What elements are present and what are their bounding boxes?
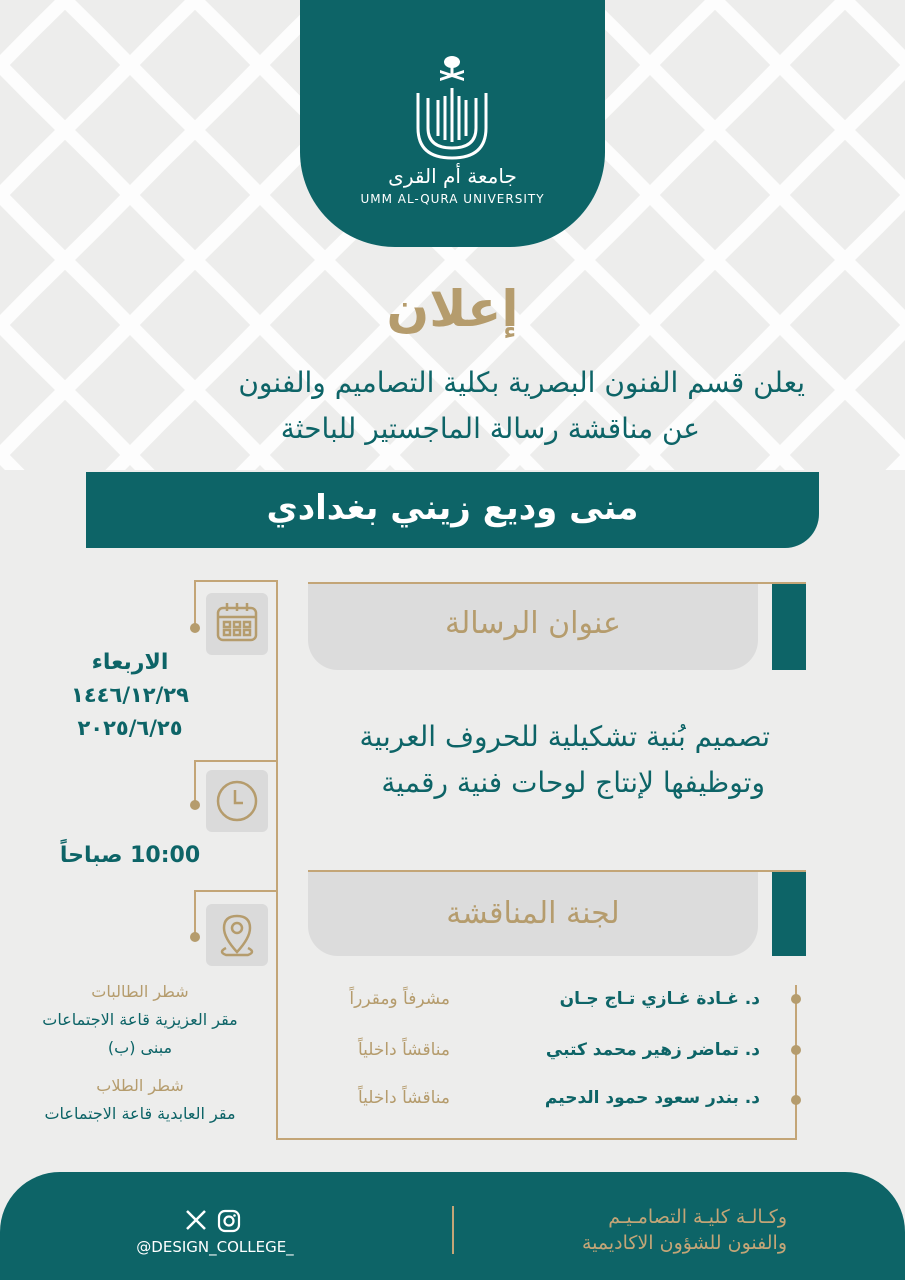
male-campus-place: مقر العابدية قاعة الاجتماعات [44,1104,236,1123]
footer-agency-line-2: والفنون للشؤون الاكاديمية [581,1232,787,1254]
divider [194,890,196,936]
researcher-name: منى وديع زيني بغدادي [266,488,639,528]
thesis-section-title: عنوان الرسالة [445,606,621,641]
x-twitter-icon[interactable] [184,1208,208,1232]
thesis-title-line-2: وتوظيفها لإنتاج لوحات فنية رقمية [381,766,765,799]
divider [194,890,276,892]
member-role: مشرفاً ومقرراً [349,989,450,1009]
divider [194,580,276,582]
university-name-arabic: جامعة أم القرى [388,164,517,188]
member-role: مناقشاً داخلياً [357,1040,450,1060]
section-accent [772,872,806,956]
bullet-dot [791,994,801,1004]
bullet-dot [190,932,200,942]
event-date-gregorian: ٢٠٢٥/٦/٢٥ [77,716,183,740]
divider [276,1138,797,1140]
member-role: مناقشاً داخلياً [357,1088,450,1108]
bullet-dot [791,1045,801,1055]
divider [795,985,797,1140]
bullet-dot [791,1095,801,1105]
footer-bar [0,1172,905,1280]
thesis-title-line-1: تصميم بُنية تشكيلية للحروف العربية [359,720,770,753]
event-time: 10:00 صباحاً [59,843,201,868]
university-logo-block [300,0,605,247]
female-campus-place: مقر العزيزية قاعة الاجتماعات [42,1010,238,1029]
researcher-name-banner [86,472,819,548]
intro-line-2: عن مناقشة رسالة الماجستير للباحثة [280,412,700,445]
university-name-english: UMM AL-QURA UNIVERSITY [360,192,545,206]
divider [276,580,278,1140]
event-date-hijri: ١٤٤٦/١٢/٢٩ [71,683,189,707]
divider [194,760,276,762]
event-day: الاربعاء [91,650,169,675]
location-icon-box [206,904,268,966]
bullet-dot [190,623,200,633]
committee-section-header [308,872,758,956]
thesis-section-header [308,584,758,670]
university-emblem-icon [412,48,492,163]
announcement-heading: إعلان [386,280,519,338]
instagram-icon[interactable] [216,1208,242,1234]
divider [194,580,196,628]
member-name: د. تماضر زهير محمد كتبي [545,1040,760,1060]
intro-line-1: يعلن قسم الفنون البصرية بكلية التصاميم والفنون [238,366,805,399]
section-accent [772,584,806,670]
clock-icon [206,770,268,832]
member-name: د. غـادة غـازي تـاج جـان [559,989,760,1009]
bullet-dot [190,800,200,810]
social-handle[interactable]: @DESIGN_COLLEGE_ [136,1238,294,1256]
footer-divider [452,1206,454,1254]
calendar-icon [206,593,268,655]
footer-agency-line-1: وكـالـة كليـة التصامـيـم [608,1206,787,1228]
female-campus-label: شطر الطالبات [91,982,189,1001]
male-campus-label: شطر الطلاب [96,1076,184,1095]
committee-section-title: لجنة المناقشة [446,896,620,931]
calendar-icon-box [206,593,268,655]
clock-icon-box [206,770,268,832]
location-pin-icon [206,904,268,966]
female-campus-building: مبنى (ب) [107,1038,173,1057]
member-name: د. بندر سعود حمود الدحيم [544,1088,760,1108]
